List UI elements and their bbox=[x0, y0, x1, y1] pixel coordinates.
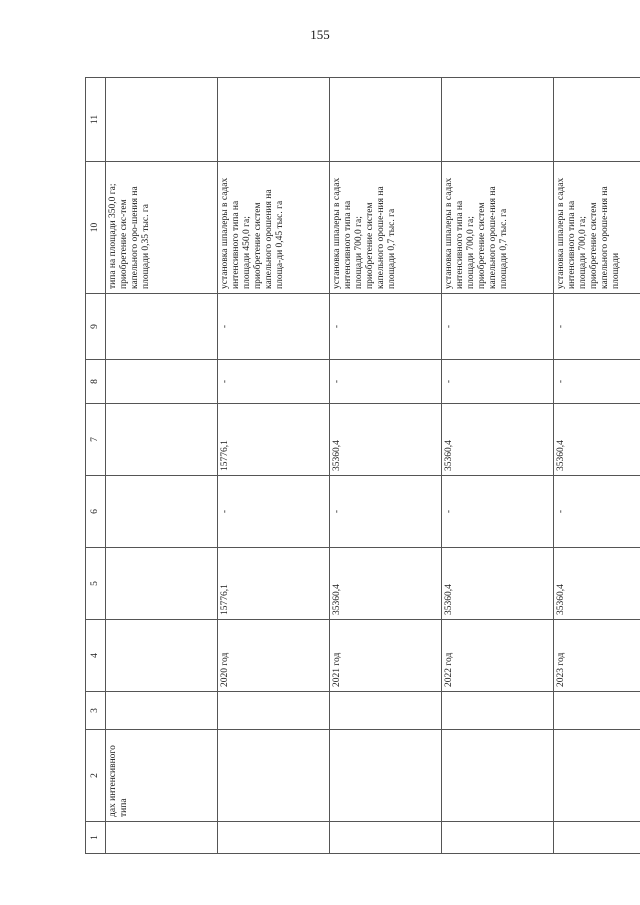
table-cell bbox=[106, 620, 218, 692]
table-cell bbox=[106, 548, 218, 620]
table-cell-regional: 15776,1 bbox=[218, 404, 330, 476]
table-cell-regional: 35360,4 bbox=[554, 404, 640, 476]
table-cell-result: установка шпалеры в садах интенсивного типа на площади 450,0 га; приобретение систем капельного орошения на площа-ди 0,45 тыс. га bbox=[218, 162, 330, 294]
table-cell bbox=[218, 78, 330, 162]
table-cell bbox=[554, 78, 640, 162]
table-row-top-band bbox=[106, 78, 218, 854]
table-cell-local: - bbox=[554, 360, 640, 404]
table-cell-year: 2021 год bbox=[330, 620, 442, 692]
table-row bbox=[330, 78, 442, 854]
table-cell-other: - bbox=[218, 294, 330, 360]
rotated-table-area bbox=[85, 78, 621, 854]
table-cell bbox=[218, 692, 330, 730]
table-cell bbox=[330, 78, 442, 162]
table-cell-year: 2022 год bbox=[442, 620, 554, 692]
column-number: 5 bbox=[86, 548, 106, 620]
table-cell bbox=[554, 692, 640, 730]
table-cell bbox=[554, 822, 640, 854]
column-number-row bbox=[86, 78, 106, 854]
table-cell bbox=[106, 692, 218, 730]
table-cell bbox=[106, 78, 218, 162]
table-cell bbox=[106, 404, 218, 476]
table-cell bbox=[442, 822, 554, 854]
table-cell-result: типа на площади 350,0 га; приобретение сис-тем капельного оро-шения на площади 0,35 тыс. га bbox=[106, 162, 218, 294]
column-number: 3 bbox=[86, 692, 106, 730]
table-cell bbox=[442, 730, 554, 822]
table-cell-federal: - bbox=[330, 476, 442, 548]
table-cell bbox=[442, 692, 554, 730]
column-number: 1 bbox=[86, 822, 106, 854]
program-funding-table bbox=[85, 77, 640, 854]
table-cell-measure-name: дах интенсивного типа bbox=[106, 730, 218, 822]
table-cell bbox=[106, 476, 218, 548]
table-cell-local: - bbox=[330, 360, 442, 404]
table-cell-other: - bbox=[330, 294, 442, 360]
table-cell bbox=[106, 360, 218, 404]
column-number: 2 bbox=[86, 730, 106, 822]
table-cell-regional: 35360,4 bbox=[330, 404, 442, 476]
table-cell-other: - bbox=[554, 294, 640, 360]
column-number: 6 bbox=[86, 476, 106, 548]
page-number: 155 bbox=[310, 27, 330, 42]
table-cell-regional: 35360,4 bbox=[442, 404, 554, 476]
table-cell bbox=[106, 294, 218, 360]
table-cell bbox=[218, 730, 330, 822]
table-cell bbox=[218, 822, 330, 854]
table-cell-year: 2020 год bbox=[218, 620, 330, 692]
table-cell bbox=[106, 822, 218, 854]
table-cell-result: установка шпалеры в садах интенсивного типа на площади 700,0 га; приобретение систем капельного ороше-ния на площади 0,7 тыс. га bbox=[442, 162, 554, 294]
table-cell-local: - bbox=[218, 360, 330, 404]
table-row bbox=[554, 78, 640, 854]
table-cell-year: 2023 год bbox=[554, 620, 640, 692]
rotated-table-wrapper bbox=[85, 78, 621, 854]
table-cell bbox=[330, 822, 442, 854]
table-cell-result: установка шпалеры в садах интенсивного типа на площади 700,0 га; приобретение систем капельного ороше-ния на площади 0,7 тыс. га bbox=[330, 162, 442, 294]
column-number: 4 bbox=[86, 620, 106, 692]
table-cell-result: установка шпалеры в садах интенсивного типа на площади 700,0 га; приобретение систем капельного ороше-ния на площади bbox=[554, 162, 640, 294]
table-cell bbox=[442, 78, 554, 162]
column-number: 8 bbox=[86, 360, 106, 404]
table-cell-other: - bbox=[442, 294, 554, 360]
table-cell-total: 35360,4 bbox=[442, 548, 554, 620]
table-cell bbox=[330, 730, 442, 822]
column-number: 7 bbox=[86, 404, 106, 476]
table-cell-federal: - bbox=[554, 476, 640, 548]
table-row bbox=[442, 78, 554, 854]
table-cell bbox=[330, 692, 442, 730]
column-number: 10 bbox=[86, 162, 106, 294]
table-cell-federal: - bbox=[218, 476, 330, 548]
table-cell-federal: - bbox=[442, 476, 554, 548]
table-row bbox=[218, 78, 330, 854]
column-number: 9 bbox=[86, 294, 106, 360]
table-cell-total: 15776,1 bbox=[218, 548, 330, 620]
column-number: 11 bbox=[86, 78, 106, 162]
table-cell-local: - bbox=[442, 360, 554, 404]
table-cell-total: 35360,4 bbox=[554, 548, 640, 620]
table-cell bbox=[554, 730, 640, 822]
table-cell-total: 35360,4 bbox=[330, 548, 442, 620]
